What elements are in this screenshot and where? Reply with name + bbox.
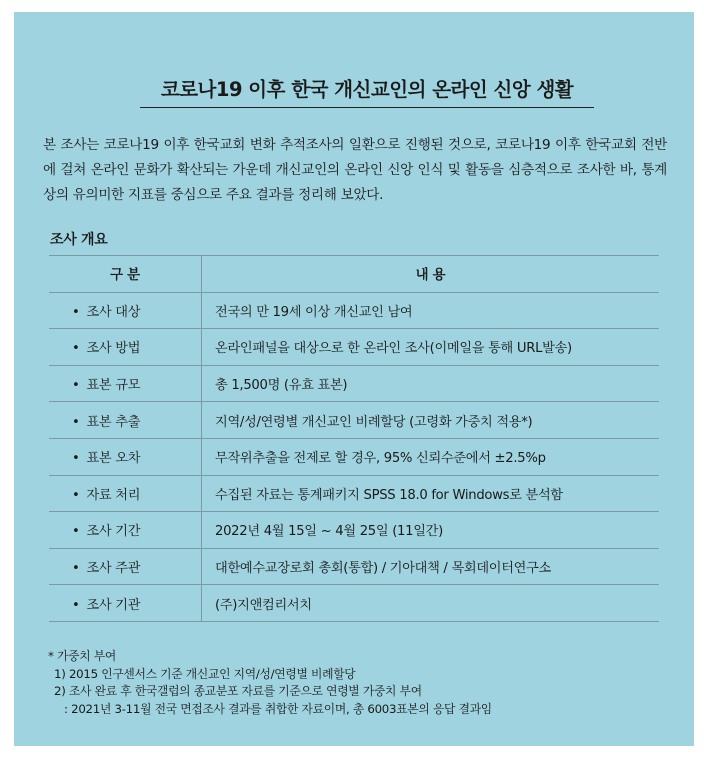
table-row bbox=[49, 512, 659, 549]
bullet-icon: • bbox=[72, 487, 80, 503]
row-label-cell bbox=[49, 329, 202, 366]
row-label: 자료 처리 bbox=[86, 487, 141, 503]
bullet-icon: • bbox=[72, 597, 80, 613]
row-label: 조사 방법 bbox=[86, 341, 141, 357]
table-row bbox=[49, 402, 659, 439]
row-label-cell bbox=[49, 438, 202, 475]
footnote-item: 1) 2015 인구센서스 기준 개신교인 지역/성/연령별 비례할당 bbox=[54, 666, 356, 681]
row-label-cell bbox=[49, 512, 202, 549]
row-value: 온라인패널을 대상으로 한 온라인 조사(이메일을 통해 URL발송) bbox=[202, 329, 660, 366]
table-row bbox=[49, 365, 659, 402]
row-value: 2022년 4월 15일 ~ 4월 25일 (11일간) bbox=[202, 512, 660, 549]
row-label-cell bbox=[49, 365, 202, 402]
bullet-icon: • bbox=[72, 524, 80, 540]
row-value: 전국의 만 19세 이상 개신교인 남여 bbox=[202, 292, 660, 329]
row-value: 수집된 자료는 통계패키지 SPSS 18.0 for Windows로 분석함 bbox=[202, 475, 660, 512]
footnote-item: 2) 조사 완료 후 한국갤럽의 종교분포 자료를 기준으로 연령별 가중치 부여 bbox=[54, 684, 422, 698]
table-row bbox=[49, 585, 659, 622]
bullet-icon: • bbox=[72, 378, 80, 394]
header-category: 구 분 bbox=[49, 256, 202, 293]
bullet-icon: • bbox=[72, 561, 80, 577]
row-value: 무작위추출을 전제로 할 경우, 95% 신뢰수준에서 ±2.5%p bbox=[202, 438, 660, 475]
row-value: (주)지앤컴리서치 bbox=[215, 597, 312, 613]
content-panel bbox=[14, 12, 694, 746]
row-value: 대한예수교장로회 총회(통합) / 기아대책 / 목회데이터연구소 bbox=[202, 548, 660, 585]
row-value: 지역/성/연령별 개신교인 비례할당 (고령화 가중치 적용*) bbox=[202, 402, 660, 439]
row-label: 표본 규모 bbox=[86, 378, 141, 394]
footnote-heading: * 가중치 부여 bbox=[48, 649, 116, 663]
footnotes bbox=[48, 648, 492, 718]
row-label: 표본 오차 bbox=[86, 451, 141, 467]
row-label-cell bbox=[49, 475, 202, 512]
table-row bbox=[49, 329, 659, 366]
table-header-row bbox=[49, 256, 659, 293]
row-label: 조사 주관 bbox=[86, 561, 141, 577]
table-row bbox=[49, 292, 659, 329]
row-label: 조사 기관 bbox=[86, 597, 141, 613]
overview-table bbox=[49, 255, 659, 622]
bullet-icon: • bbox=[72, 414, 80, 430]
table-row bbox=[49, 548, 659, 585]
bullet-icon: • bbox=[72, 304, 80, 320]
row-label: 표본 추출 bbox=[86, 414, 141, 430]
bullet-icon: • bbox=[72, 341, 80, 357]
row-label-cell bbox=[49, 585, 202, 622]
overview-heading: 조사 개요 bbox=[50, 232, 108, 248]
header-content: 내 용 bbox=[202, 256, 660, 293]
table-row bbox=[49, 438, 659, 475]
row-label-cell bbox=[49, 548, 202, 585]
footnote-sub: : 2021년 3-11월 전국 면접조사 결과를 취합한 자료이며, 총 6003표본의 응답 결과임 bbox=[64, 701, 492, 716]
row-label-cell bbox=[49, 292, 202, 329]
table-row bbox=[49, 475, 659, 512]
row-label: 조사 대상 bbox=[86, 304, 141, 320]
row-label-cell bbox=[49, 402, 202, 439]
row-label: 조사 기간 bbox=[86, 524, 141, 540]
bullet-icon: • bbox=[72, 451, 80, 467]
intro-paragraph: 본 조사는 코로나19 이후 한국교회 변화 추적조사의 일환으로 진행된 것으로, 코로나19 이후 한국교회 전반에 걸쳐 온라인 문화가 확산되는 가운데 개신교인의 온라인 신앙 인식 및 활동을 심층적으로 조사한 바, 통계상의 유의미한 지표를 중심으로 주요 결과를 정리해 보았다. bbox=[43, 137, 667, 203]
page-title: 코로나19 이후 한국 개신교인의 온라인 신앙 생활 bbox=[140, 74, 594, 108]
row-value: 총 1,500명 (유효 표본) bbox=[202, 365, 660, 402]
